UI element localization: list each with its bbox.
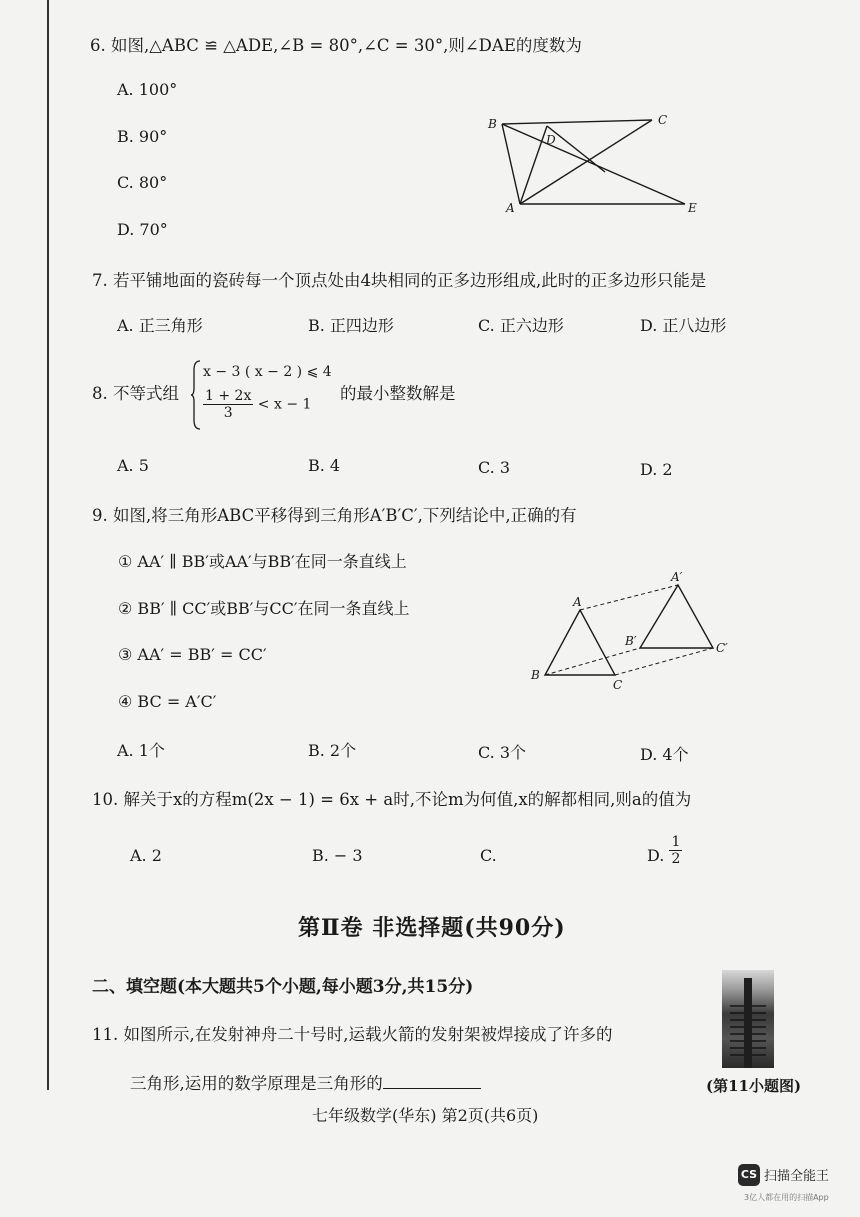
binding-margin-line bbox=[47, 0, 49, 1090]
q11-caption: (第11小题图) bbox=[706, 1077, 802, 1095]
q9-statement-1: ① AA′ ∥ BB′或AA′与BB′在同一条直线上 bbox=[118, 552, 407, 571]
q6-label-e: E bbox=[688, 201, 697, 215]
q8-prefix: 8. 不等式组 bbox=[92, 384, 179, 403]
page-footer: 七年级数学(华东) 第2页(共6页) bbox=[312, 1106, 539, 1125]
part-2-heading: 二、填空题(本大题共5个小题,每小题3分,共15分) bbox=[92, 977, 474, 997]
q11-line-2 bbox=[130, 1074, 481, 1094]
q9-option-d: D. 4个 bbox=[640, 745, 689, 764]
q7-option-c: C. 正六边形 bbox=[478, 316, 564, 335]
q9-label-c-prime: C′ bbox=[716, 641, 728, 655]
q11-rocket-silhouette bbox=[744, 978, 752, 1068]
scanner-slogan: 3亿人都在用的扫描App bbox=[744, 1193, 829, 1202]
q6-label-c: C bbox=[658, 113, 668, 127]
q9-label-c: C bbox=[613, 678, 623, 692]
q9-label-b: B bbox=[531, 668, 540, 682]
q11-line-1: 11. 如图所示,在发射神舟二十号时,运载火箭的发射架被焊接成了许多的 bbox=[92, 1025, 613, 1044]
section-2-title: 第Ⅱ卷 非选择题(共90分) bbox=[298, 915, 566, 941]
q6-option-b: B. 90° bbox=[117, 127, 168, 146]
q6-figure bbox=[480, 108, 710, 218]
q8-brace bbox=[191, 360, 201, 430]
q6-label-b: B bbox=[488, 117, 497, 131]
q7-stem: 7. 若平铺地面的瓷砖每一个顶点处由4块相同的正多边形组成,此时的正多边形只能是 bbox=[92, 271, 707, 290]
q9-figure bbox=[525, 565, 745, 695]
q9-statement-4: ④ BC = A′C′ bbox=[118, 692, 217, 711]
q6-option-a: A. 100° bbox=[117, 80, 178, 99]
q10-option-a: A. 2 bbox=[130, 846, 162, 865]
q8-fraction bbox=[203, 388, 253, 421]
q8-fraction-numerator: 1 + 2x bbox=[205, 388, 252, 404]
q10-option-d-numerator: 1 bbox=[671, 834, 681, 850]
q8-option-c: C. 3 bbox=[478, 458, 511, 477]
q8-option-d: D. 2 bbox=[640, 460, 673, 479]
scanner-logo-icon: CS bbox=[738, 1164, 760, 1186]
q9-stem: 9. 如图,将三角形ABC平移得到三角形A′B′C′,下列结论中,正确的有 bbox=[92, 506, 577, 525]
q7-option-b: B. 正四边形 bbox=[308, 316, 394, 335]
q9-label-a-prime: A′ bbox=[671, 570, 683, 584]
q10-option-d-fraction bbox=[669, 834, 682, 867]
q6-stem: 6. 如图,△ABC ≌ △ADE,∠B = 80°,∠C = 30°,则∠DAE的度数为 bbox=[90, 36, 582, 55]
q8-fraction-denominator: 3 bbox=[223, 405, 233, 421]
q11-answer-blank bbox=[383, 1074, 481, 1089]
q9-option-a: A. 1个 bbox=[117, 741, 165, 760]
q7-option-a: A. 正三角形 bbox=[117, 316, 203, 335]
q10-stem: 10. 解关于x的方程m(2x − 1) = 6x + a时,不论m为何值,x的解都相同,则a的值为 bbox=[92, 790, 692, 809]
scanner-app-name: 扫描全能王 bbox=[764, 1169, 830, 1184]
q10-option-b: B. − 3 bbox=[312, 846, 363, 865]
q9-statement-2: ② BB′ ∥ CC′或BB′与CC′在同一条直线上 bbox=[118, 599, 410, 618]
q8-option-b: B. 4 bbox=[308, 456, 341, 475]
q7-option-d: D. 正八边形 bbox=[640, 316, 727, 335]
q9-option-c: C. 3个 bbox=[478, 743, 527, 762]
q6-option-d: D. 70° bbox=[117, 220, 168, 239]
q8-inequality-1: x − 3 ( x − 2 ) ⩽ 4 bbox=[203, 364, 332, 380]
q9-label-b-prime: B′ bbox=[625, 634, 637, 648]
q6-label-d: D bbox=[546, 133, 556, 147]
q8-option-a: A. 5 bbox=[117, 456, 149, 475]
q8-inequality-2-rest: < x − 1 bbox=[257, 396, 312, 413]
q9-label-a: A bbox=[573, 595, 582, 609]
q11-line-2-text: 三角形,运用的数学原理是三角形的 bbox=[130, 1074, 383, 1093]
q9-option-b: B. 2个 bbox=[308, 741, 357, 760]
q6-label-a: A bbox=[506, 201, 515, 215]
q6-option-c: C. 80° bbox=[117, 173, 168, 192]
q9-statement-3: ③ AA′ = BB′ = CC′ bbox=[118, 645, 267, 664]
q8-suffix: 的最小整数解是 bbox=[340, 384, 456, 403]
q8-inequality-2 bbox=[203, 388, 311, 421]
q10-option-d-denominator: 2 bbox=[671, 851, 681, 867]
q10-option-d bbox=[647, 834, 682, 867]
q11-rocket-photo bbox=[722, 970, 774, 1068]
q10-option-c: C. bbox=[480, 846, 497, 865]
q10-option-d-label: D. bbox=[647, 846, 665, 865]
